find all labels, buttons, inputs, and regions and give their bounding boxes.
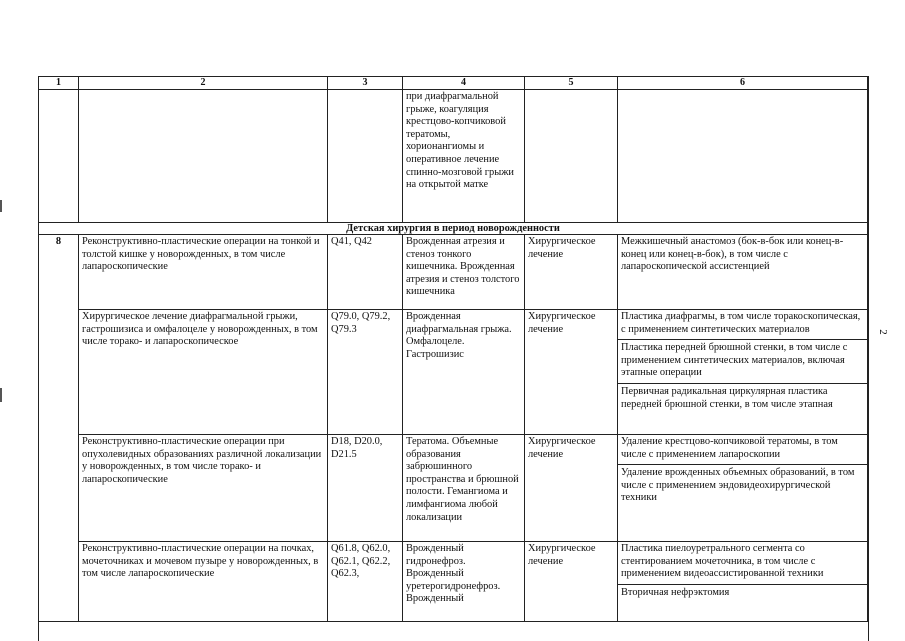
row-treatment: Хирургическое лечение <box>525 542 618 622</box>
page-number: 2 <box>876 329 889 335</box>
procedures-table <box>38 76 868 622</box>
method-item: Пластика пиелоуретрального сегмента со стентированием мочеточника, в том числе с применением видеоассистированной техники <box>621 543 824 580</box>
row-codes: D18, D20.0, D21.5 <box>328 435 403 542</box>
row-treatment: Хирургическое лечение <box>525 435 618 542</box>
scan-mark <box>0 388 2 402</box>
group-number: 8 <box>39 235 79 622</box>
row-methods <box>618 235 868 310</box>
row-name: Реконструктивно-пластические операции на тонкой и толстой кишке у новорожденных, в том числе лапароскопические <box>79 235 328 310</box>
row-codes: Q41, Q42 <box>328 235 403 310</box>
section-row <box>39 223 868 235</box>
row-name: Реконструктивно-пластические операции на почках, мочеточниках и мочевом пузыре у новорожденных, в том числе лапароскопические <box>79 542 328 622</box>
table-row <box>39 435 868 542</box>
row-treatment: Хирургическое лечение <box>525 310 618 435</box>
row-name: Реконструктивно-пластические операции при опухолевидных образованиях различной локализации у новорожденных, в том числе торако- и лапароскопические <box>79 435 328 542</box>
row-methods <box>618 310 868 435</box>
table-row <box>39 90 868 223</box>
row-treatment: Хирургическое лечение <box>525 235 618 310</box>
table-row <box>39 235 868 310</box>
row-methods <box>618 542 868 622</box>
header-cell: 3 <box>328 77 403 90</box>
method-item: Пластика передней брюшной стенки, в том числе с применением синтетических материалов, включая этапные операции <box>618 339 867 380</box>
header-cell: 2 <box>79 77 328 90</box>
table-row <box>39 542 868 622</box>
header-cell: 4 <box>403 77 525 90</box>
row-name: Хирургическое лечение диафрагмальной грыжи, гастрошизиса и омфалоцеле у новорожденных, в том числе торако- и лапароскопическое <box>79 310 328 435</box>
header-cell: 1 <box>39 77 79 90</box>
header-cell: 6 <box>618 77 868 90</box>
table-row <box>39 310 868 435</box>
method-item: Пластика диафрагмы, в том числе торакоскопическая, с применением синтетических материалов <box>621 311 861 335</box>
header-cell: 5 <box>525 77 618 90</box>
method-item: Первичная радикальная циркулярная пластика передней брюшной стенки, в том числе этапная <box>618 383 867 411</box>
continuation-cell: при диафрагмальной грыже, коагуляция крестцово-копчиковой тератомы, хорионангиомы и оперативное лечение спинно-мозговой грыжи на открытой матке <box>403 90 525 223</box>
row-model: Врожденная диафрагмальная грыжа. Омфалоцеле. Гастрошизис <box>403 310 525 435</box>
scan-mark <box>0 200 2 212</box>
method-item: Межкишечный анастомоз (бок-в-бок или конец-в-конец или конец-в-бок), в том числе с лапароскопической ассистенцией <box>621 236 844 273</box>
row-model: Тератома. Объемные образования забрюшинного пространства и брюшной полости. Гемангиома и лимфангиома любой локализации <box>403 435 525 542</box>
method-item: Удаление крестцово-копчиковой тератомы, в том числе с применением лапароскопии <box>621 436 838 460</box>
header-row <box>39 77 868 90</box>
section-title: Детская хирургия в период новорожденности <box>39 223 868 235</box>
row-model: Врожденная атрезия и стеноз тонкого кишечника. Врожденная атрезия и стеноз толстого кишечника <box>403 235 525 310</box>
row-codes: Q79.0, Q79.2, Q79.3 <box>328 310 403 435</box>
row-codes: Q61.8, Q62.0, Q62.1, Q62.2, Q62.3, <box>328 542 403 622</box>
row-model: Врожденный гидронефроз. Врожденный уретерогидронефроз. Врожденный <box>403 542 525 622</box>
method-item: Вторичная нефрэктомия <box>618 584 867 600</box>
row-methods <box>618 435 868 542</box>
method-item: Удаление врожденных объемных образований, в том числе с применением эндовидеохирургической техники <box>618 464 867 505</box>
